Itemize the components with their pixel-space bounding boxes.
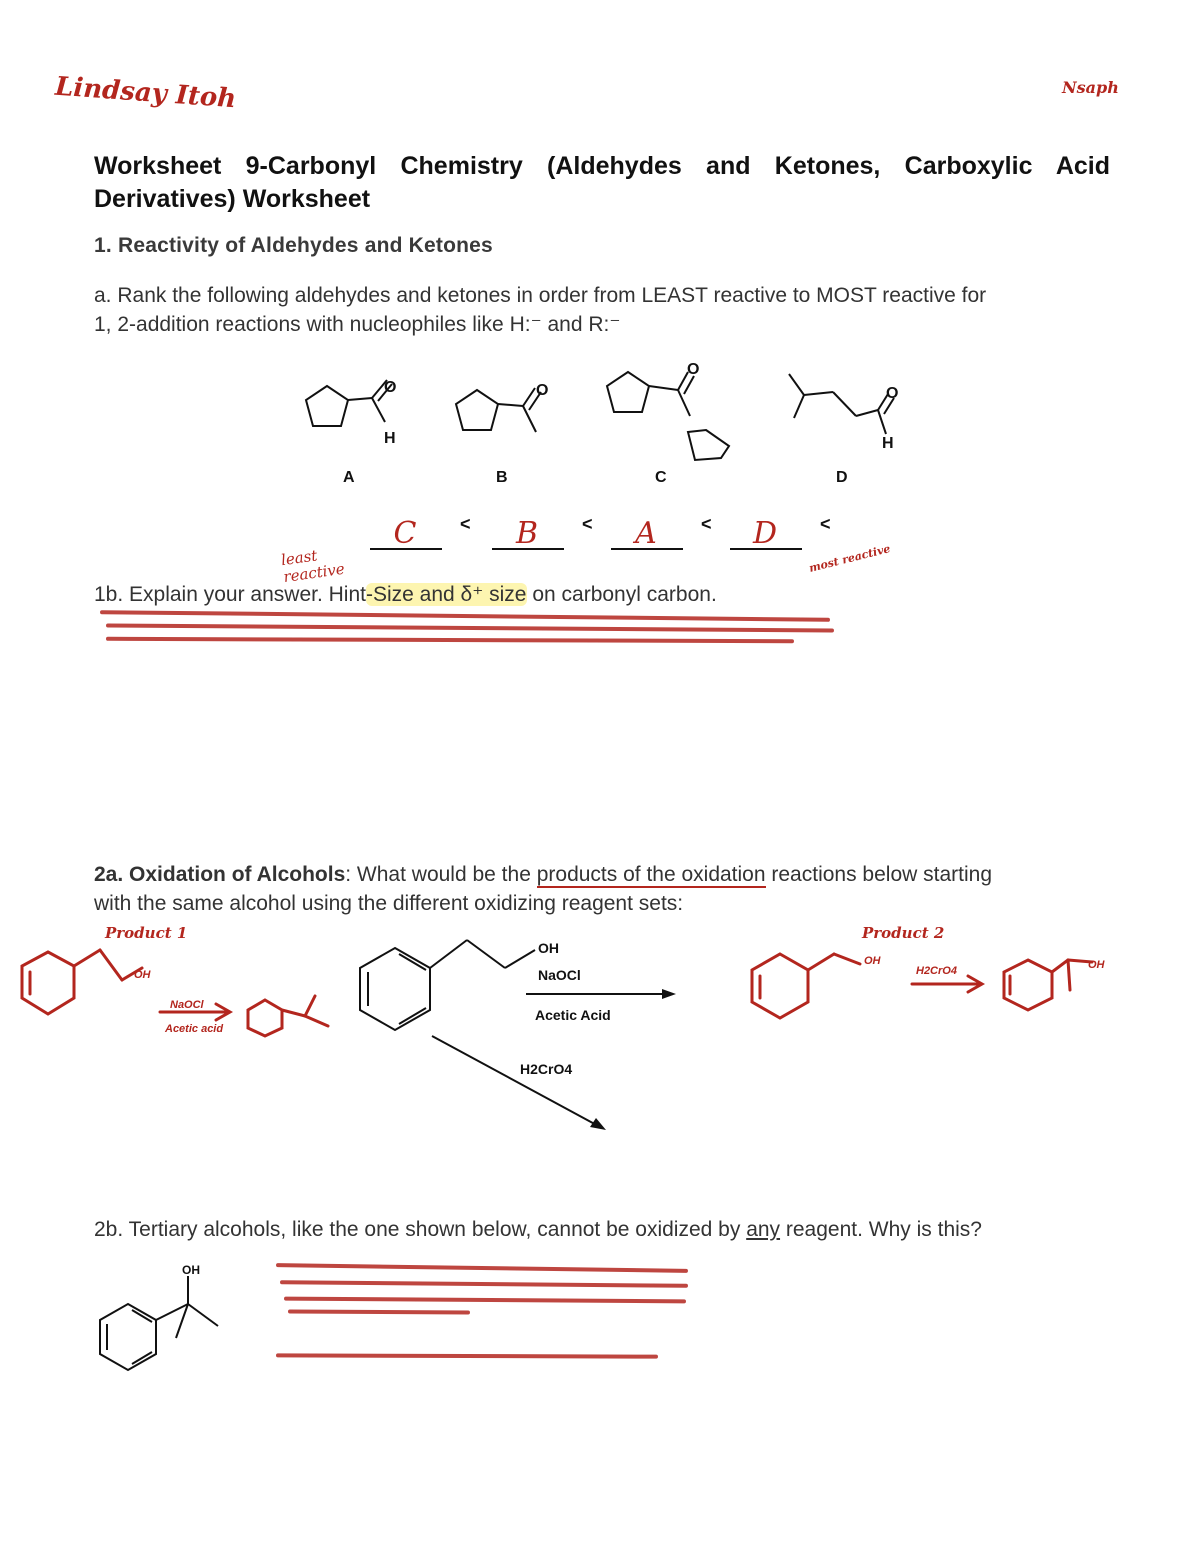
section-1-heading: 1. Reactivity of Aldehydes and Ketones bbox=[94, 234, 493, 257]
rank-answer-3: A bbox=[635, 516, 657, 551]
right-oh-upper: OH bbox=[864, 955, 881, 967]
question-1b-suffix: on carbonyl carbon. bbox=[526, 583, 717, 606]
reaction-arrow-2 bbox=[432, 1036, 602, 1128]
less-than-4: < bbox=[820, 514, 831, 534]
rank-answer-4: D bbox=[752, 516, 778, 551]
left-reagent-naocl: NaOCl bbox=[170, 999, 204, 1011]
most-reactive-note: most reactive bbox=[807, 542, 892, 575]
question-2b-prefix: 2b. Tertiary alcohols, like the one shown below, cannot be oxidized by bbox=[94, 1218, 747, 1241]
less-than-2: < bbox=[582, 514, 593, 534]
atom-o-c: O bbox=[687, 361, 700, 378]
question-2b-underlined: any bbox=[746, 1218, 781, 1241]
product-1-note: Product 1 bbox=[105, 924, 188, 942]
atom-o-b: O bbox=[536, 382, 549, 399]
product-2-note: Product 2 bbox=[862, 924, 945, 942]
reaction-oh: OH bbox=[538, 940, 559, 956]
atom-h-a: H bbox=[384, 430, 396, 447]
question-1b-highlight: -Size and δ⁺ size bbox=[365, 583, 527, 606]
question-2a-label: 2a. Oxidation of Alcohols bbox=[94, 863, 346, 886]
benzene-ring bbox=[360, 948, 430, 1030]
rank-answer-2: B bbox=[515, 516, 539, 551]
question-1b bbox=[94, 580, 717, 609]
label-b: B bbox=[496, 469, 508, 486]
label-c: C bbox=[655, 469, 667, 486]
rank-answer-1: C bbox=[393, 516, 417, 551]
reagent-acetic-acid: Acetic Acid bbox=[535, 1007, 611, 1023]
question-1a-line1: a. Rank the following aldehydes and ketones in order from LEAST reactive to MOST reactive for bbox=[94, 284, 987, 307]
reagent-h2cro4: H2CrO4 bbox=[520, 1061, 573, 1077]
question-2b bbox=[94, 1215, 982, 1244]
less-than-1: < bbox=[460, 514, 471, 534]
tertiary-alcohol-structure bbox=[80, 1258, 240, 1388]
question-2a-underlined: products of the oxidation bbox=[536, 863, 766, 886]
student-name: Lindsay Itoh bbox=[54, 71, 238, 115]
structure-a bbox=[306, 380, 392, 426]
reagent-naocl: NaOCl bbox=[538, 967, 581, 983]
question-1a bbox=[94, 281, 986, 339]
label-a: A bbox=[343, 469, 355, 486]
atom-o-a: O bbox=[384, 379, 397, 396]
question-2a-line2: with the same alcohol using the different oxidizing reagent sets: bbox=[94, 892, 684, 915]
label-d: D bbox=[836, 469, 848, 486]
least-reactive-note: least reactive bbox=[279, 546, 346, 587]
question-1a-line2: 1, 2-addition reactions with nucleophiles like H:⁻ and R:⁻ bbox=[94, 313, 621, 336]
question-1b-prefix: 1b. Explain your answer. Hint bbox=[94, 583, 366, 606]
carbonyl-structures bbox=[280, 350, 940, 500]
right-reagent: H2CrO4 bbox=[916, 965, 957, 977]
question-2b-suffix: reagent. Why is this? bbox=[780, 1218, 982, 1241]
structure-d bbox=[789, 374, 894, 434]
atom-h-d: H bbox=[882, 435, 894, 452]
less-than-3: < bbox=[701, 514, 712, 534]
oxidation-reaction-diagram bbox=[340, 928, 700, 1138]
corner-note: Nsaph bbox=[1062, 78, 1119, 97]
question-2a-text1: : What would be the bbox=[345, 863, 537, 886]
handwritten-product-2 bbox=[740, 940, 1110, 1030]
structure-c bbox=[607, 372, 729, 460]
handwritten-product-1 bbox=[10, 940, 340, 1040]
right-oh-product: OH bbox=[1088, 959, 1105, 971]
question-2a bbox=[94, 860, 992, 918]
tertiary-oh: OH bbox=[182, 1263, 200, 1277]
left-oh: OH bbox=[134, 969, 151, 981]
left-reagent-acetic: Acetic acid bbox=[165, 1023, 224, 1035]
question-2a-text2: reactions below starting bbox=[765, 863, 992, 886]
atom-o-d: O bbox=[886, 385, 899, 402]
structure-b bbox=[456, 388, 541, 432]
worksheet-title: Worksheet 9-Carbonyl Chemistry (Aldehydes and Ketones, Carboxylic Acid Derivatives) Worksheet bbox=[94, 152, 1110, 213]
